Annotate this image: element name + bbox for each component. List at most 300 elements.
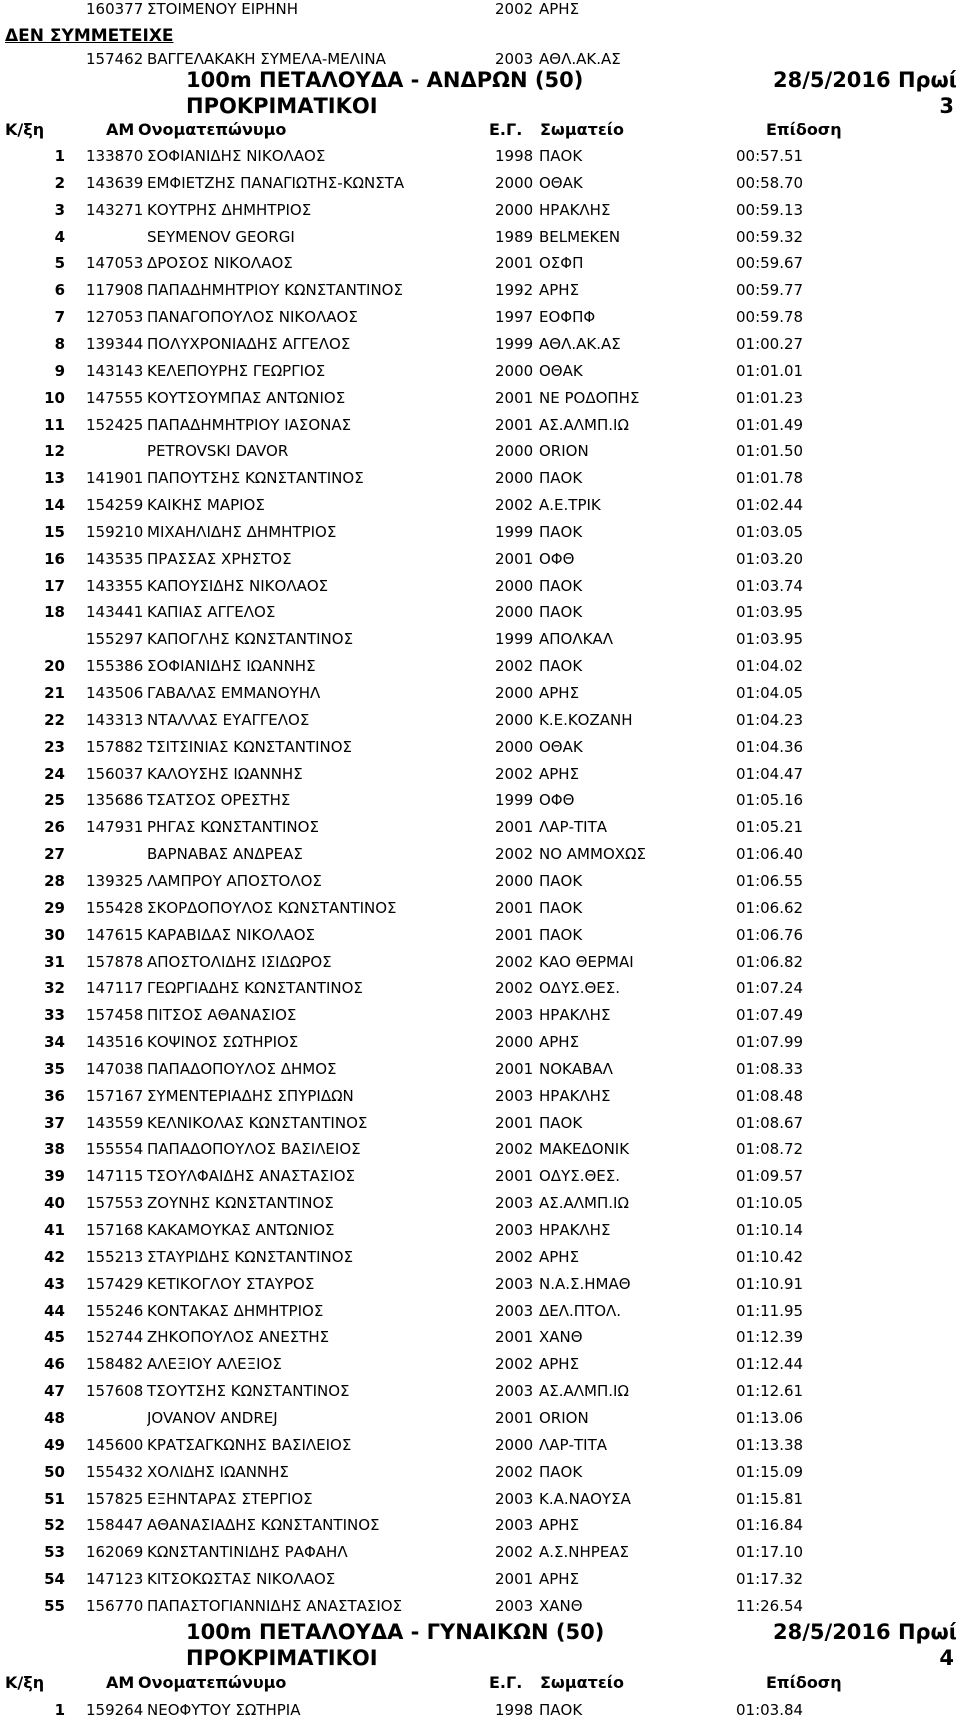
rank-cell: 7 [54,308,65,327]
rank-cell: 43 [44,1274,65,1293]
time-cell: 01:04.47 [736,764,804,783]
birth-year-cell: 2002 [495,845,534,864]
time-cell: 01:15.81 [736,1489,804,1508]
am-cell: 157462 [86,50,144,68]
rank-cell: 22 [44,710,65,729]
athlete-name-cell: ΚΑΠΟΓΛΗΣ ΚΩΝΣΤΑΝΤΙΝΟΣ [147,630,354,649]
time-cell: 01:10.91 [736,1274,804,1293]
rank-cell: 14 [44,496,65,515]
am-cell: 159210 [86,522,144,541]
result-row [0,197,960,223]
time-cell: 01:01.78 [736,469,804,488]
birth-year-cell: 2000 [495,576,534,595]
am-cell: 133870 [86,147,144,165]
time-cell: 00:59.67 [736,254,804,273]
rank-cell: 29 [44,898,65,917]
time-cell: 01:13.06 [736,1408,804,1427]
birth-year-cell: 2000 [495,173,534,192]
athlete-name-cell: ΝΕΟΦΥΤΟΥ ΣΩΤΗΡΙΑ [147,1701,301,1719]
club-cell: ΠΑΟΚ [539,925,583,944]
result-row [0,412,960,438]
event-title: 100m ΠΕΤΑΛΟΥΔΑ - ΓΥΝΑΙΚΩΝ (50) [186,1620,605,1644]
birth-year-cell: 2002 [495,0,534,18]
am-cell: 141901 [86,469,144,488]
club-cell: ΠΑΟΚ [539,871,583,890]
birth-year-cell: 2002 [495,1247,534,1266]
result-row [0,1136,960,1162]
am-cell: 143143 [86,361,144,380]
result-row [0,1486,960,1512]
club-cell: ΑΘΛ.ΑΚ.ΑΣ [539,334,621,353]
time-cell: 01:05.16 [736,791,804,810]
birth-year-cell: 2001 [495,1167,534,1186]
rank-cell: 54 [44,1570,65,1589]
time-cell: 00:57.51 [736,147,804,165]
am-cell: 156037 [86,764,144,783]
result-row [0,465,960,491]
birth-year-cell: 2001 [495,1113,534,1132]
club-cell: ΑΡΗΣ [539,0,580,18]
club-cell: ΑΡΗΣ [539,1570,580,1589]
am-cell: 157553 [86,1194,144,1213]
event-date: 28/5/2016 Πρωί [773,1620,957,1644]
birth-year-cell: 2001 [495,1408,534,1427]
am-cell: 139344 [86,334,144,353]
rank-cell: 16 [44,549,65,568]
result-row [0,1298,960,1324]
athlete-name-cell: ΕΞΗΝΤΑΡΑΣ ΣΤΕΡΓΙΟΣ [147,1489,313,1508]
event-phase: ΠΡΟΚΡΙΜΑΤΙΚΟΙ [186,94,378,118]
rank-cell: 10 [44,388,65,407]
rank-cell: 38 [44,1140,65,1159]
club-cell: ΚΑΟ ΘΕΡΜΑΙ [539,952,634,971]
birth-year-cell: 1992 [495,281,534,300]
time-cell: 01:03.74 [736,576,804,595]
result-row [0,949,960,975]
club-cell: ΗΡΑΚΛΗΣ [539,1086,611,1105]
time-cell: 00:59.78 [736,308,804,327]
club-cell: ΟΦΘ [539,549,575,568]
club-cell: ΑΠΟΛΚΑΛ [539,630,613,649]
rank-cell: 33 [44,1006,65,1025]
birth-year-cell: 2002 [495,1462,534,1481]
result-row [0,1405,960,1431]
club-cell: ΑΡΗΣ [539,684,580,702]
birth-year-cell: 2003 [495,1489,534,1508]
year-header: Ε.Γ. [489,120,523,139]
rank-cell: 1 [54,147,65,165]
club-header: Σωματείο [540,120,624,139]
rank-cell: 4 [54,227,65,246]
time-cell: 01:04.02 [736,657,804,676]
birth-year-cell: 2002 [495,657,534,676]
athlete-name-cell: ΖΗΚΟΠΟΥΛΟΣ ΑΝΕΣΤΗΣ [147,1328,330,1347]
athlete-name-cell: ΣΤΑΥΡΙΔΗΣ ΚΩΝΣΤΑΝΤΙΝΟΣ [147,1247,354,1266]
birth-year-cell: 2001 [495,388,534,407]
time-cell: 01:05.21 [736,818,804,837]
athlete-name-cell: ΧΟΛΙΔΗΣ ΙΩΑΝΝΗΣ [147,1462,289,1481]
am-cell: 157458 [86,1006,144,1025]
result-row [0,0,960,22]
birth-year-cell: 2000 [495,1033,534,1052]
result-row [0,841,960,867]
rank-cell: 24 [44,764,65,783]
result-row [0,1244,960,1270]
club-cell: Ν.Α.Σ.ΗΜΑΘ [539,1274,631,1293]
am-cell: 143535 [86,549,144,568]
time-cell: 01:10.05 [736,1194,804,1213]
athlete-name-cell: ΚΕΛΕΠΟΥΡΗΣ ΓΕΩΡΓΙΟΣ [147,361,326,380]
event-phase-row [0,1643,960,1673]
athlete-name-cell: ΠΙΤΣΟΣ ΑΘΑΝΑΣΙΟΣ [147,1006,297,1025]
club-cell: ΛΑΡ-ΤΙΤΑ [539,1435,607,1454]
am-cell: 152425 [86,415,144,434]
am-cell: 152744 [86,1328,144,1347]
club-cell: ΧΑΝΘ [539,1328,583,1347]
am-header: ΑΜ [106,1673,135,1692]
club-cell: ΟΘΑΚ [539,737,583,756]
birth-year-cell: 2002 [495,764,534,783]
result-row [0,519,960,545]
rank-cell: 6 [54,281,65,300]
result-row [0,680,960,706]
club-cell: ΔΕΛ.ΠΤΟΛ. [539,1301,622,1320]
time-cell: 01:07.99 [736,1033,804,1052]
athlete-name-cell: ΚΑΛΟΥΣΗΣ ΙΩΑΝΝΗΣ [147,764,303,783]
athlete-name-cell: ΣΟΦΙΑΝΙΔΗΣ ΝΙΚΟΛΑΟΣ [147,147,326,165]
am-cell: 158482 [86,1355,144,1374]
time-cell: 01:01.49 [736,415,804,434]
am-cell: 147555 [86,388,144,407]
rank-cell: 8 [54,334,65,353]
result-row [0,358,960,384]
birth-year-cell: 2003 [495,1086,534,1105]
am-cell: 147038 [86,1059,144,1078]
result-row [0,922,960,948]
birth-year-cell: 2001 [495,415,534,434]
result-row [0,1566,960,1592]
birth-year-cell: 2001 [495,254,534,273]
result-row [0,1190,960,1216]
athlete-name-cell: ΚΕΛΝΙΚΟΛΑΣ ΚΩΝΣΤΑΝΤΙΝΟΣ [147,1113,368,1132]
am-cell: 143516 [86,1033,144,1052]
rank-cell: 18 [44,603,65,622]
birth-year-cell: 2000 [495,871,534,890]
time-cell: 01:08.33 [736,1059,804,1078]
birth-year-cell: 2001 [495,1328,534,1347]
athlete-name-cell: ΠΑΠΑΔΗΜΗΤΡΙΟΥ ΚΩΝΣΤΑΝΤΙΝΟΣ [147,281,403,300]
birth-year-cell: 2003 [495,1301,534,1320]
rank-cell: 36 [44,1086,65,1105]
birth-year-cell: 2000 [495,710,534,729]
time-cell: 01:06.40 [736,845,804,864]
rank-cell: 47 [44,1382,65,1401]
club-cell: ΟΔΥΣ.ΘΕΣ. [539,1167,621,1186]
time-cell: 01:04.23 [736,710,804,729]
athlete-name-cell: ΓΕΩΡΓΙΑΔΗΣ ΚΩΝΣΤΑΝΤΙΝΟΣ [147,979,363,998]
athlete-name-cell: ΚΟΥΤΣΟΥΜΠΑΣ ΑΝΤΩΝΙΟΣ [147,388,346,407]
club-cell: ΠΑΟΚ [539,469,583,488]
result-row [0,734,960,760]
rank-cell: 25 [44,791,65,810]
result-row [0,250,960,276]
athlete-name-cell: ΒΑΓΓΕΛΑΚΑΚΗ ΣΥΜΕΛΑ-ΜΕΛΙΝΑ [147,50,386,68]
athlete-name-cell: ΣΟΦΙΑΝΙΔΗΣ ΙΩΑΝΝΗΣ [147,657,316,676]
time-cell: 01:06.76 [736,925,804,944]
birth-year-cell: 2003 [495,1194,534,1213]
time-cell: 01:08.72 [736,1140,804,1159]
club-cell: ΟΣΦΠ [539,254,584,273]
result-row [0,1378,960,1404]
result-row [0,1512,960,1538]
birth-year-cell: 2001 [495,898,534,917]
birth-year-cell: 2002 [495,1543,534,1562]
rank-cell: 28 [44,871,65,890]
result-row [0,1432,960,1458]
result-row [0,599,960,625]
am-cell: 147115 [86,1167,144,1186]
am-cell: 127053 [86,308,144,327]
rank-cell: 46 [44,1355,65,1374]
result-row [0,1083,960,1109]
athlete-name-cell: ΠΑΝΑΓΟΠΟΥΛΟΣ ΝΙΚΟΛΑΟΣ [147,308,358,327]
birth-year-cell: 2002 [495,979,534,998]
result-row [0,1593,960,1619]
am-header: ΑΜ [106,120,135,139]
am-cell: 145600 [86,1435,144,1454]
birth-year-cell: 2000 [495,603,534,622]
am-cell: 158447 [86,1516,144,1535]
club-cell: ΟΦΘ [539,791,575,810]
rank-header: Κ/ξη [5,1673,45,1692]
result-row [0,895,960,921]
rank-cell: 48 [44,1408,65,1427]
birth-year-cell: 2003 [495,1516,534,1535]
athlete-name-cell: ΠΟΛΥΧΡΟΝΙΑΔΗΣ ΑΓΓΕΛΟΣ [147,334,351,353]
birth-year-cell: 2000 [495,361,534,380]
birth-year-cell: 2002 [495,1140,534,1159]
am-cell: 143559 [86,1113,144,1132]
birth-year-cell: 2001 [495,925,534,944]
birth-year-cell: 1999 [495,522,534,541]
performance-header: Επίδοση [766,120,842,139]
birth-year-cell: 1998 [495,1701,534,1719]
athlete-name-cell: ΚΑΡΑΒΙΔΑΣ ΝΙΚΟΛΑΟΣ [147,925,315,944]
club-cell: ΑΣ.ΑΛΜΠ.ΙΩ [539,415,629,434]
birth-year-cell: 2003 [495,50,534,68]
am-cell: 143441 [86,603,144,622]
club-cell: ΗΡΑΚΛΗΣ [539,1006,611,1025]
athlete-name-cell: ΣΤΟΙΜΕΝΟΥ ΕΙΡΗΝΗ [147,0,298,18]
athlete-name-cell: ΚΟΥΤΡΗΣ ΔΗΜΗΤΡΙΟΣ [147,200,312,219]
club-cell: ΛΑΡ-ΤΙΤΑ [539,818,607,837]
time-cell: 01:03.84 [736,1701,804,1719]
result-row [0,438,960,464]
result-row [0,385,960,411]
result-row [0,975,960,1001]
result-row [0,653,960,679]
rank-cell: 50 [44,1462,65,1481]
am-cell: 157882 [86,737,144,756]
club-cell: ΠΑΟΚ [539,1701,583,1719]
am-cell: 139325 [86,871,144,890]
birth-year-cell: 1999 [495,334,534,353]
result-row [0,1056,960,1082]
rank-cell: 45 [44,1328,65,1347]
am-cell: 143355 [86,576,144,595]
birth-year-cell: 2001 [495,818,534,837]
time-cell: 01:03.05 [736,522,804,541]
athlete-name-cell: ΠΑΠΑΣΤΟΓΙΑΝΝΙΔΗΣ ΑΝΑΣΤΑΣΙΟΣ [147,1596,403,1615]
result-row [0,1351,960,1377]
time-cell: 01:03.95 [736,630,804,649]
athlete-name-cell: ΝΤΑΛΛΑΣ ΕΥΑΓΓΕΛΟΣ [147,710,310,729]
not-competed-label: ΔΕΝ ΣΥΜΜΕΤΕΙΧΕ [5,26,174,46]
athlete-name-cell: ΖΟΥΝΗΣ ΚΩΝΣΤΑΝΤΙΝΟΣ [147,1194,334,1213]
time-cell: 11:26.54 [736,1596,804,1615]
athlete-name-cell: ΤΣΟΥΤΣΗΣ ΚΩΝΣΤΑΝΤΙΝΟΣ [147,1382,350,1401]
birth-year-cell: 2001 [495,1570,534,1589]
athlete-name-cell: ΚΑΠΙΑΣ ΑΓΓΕΛΟΣ [147,603,276,622]
rank-cell: 44 [44,1301,65,1320]
am-cell: 157168 [86,1221,144,1239]
club-cell: ΠΑΟΚ [539,522,583,541]
event-number: 4 [939,1646,954,1670]
birth-year-cell: 2002 [495,952,534,971]
club-cell: ΠΑΟΚ [539,576,583,595]
athlete-name-cell: ΣΥΜΕΝΤΕΡΙΑΔΗΣ ΣΠΥΡΙΔΩΝ [147,1086,354,1105]
time-cell: 00:59.13 [736,200,804,219]
club-cell: ΟΘΑΚ [539,361,583,380]
club-cell: ΟΔΥΣ.ΘΕΣ. [539,979,621,998]
birth-year-cell: 1989 [495,227,534,246]
rank-cell: 37 [44,1113,65,1132]
column-header-row [0,1670,960,1696]
time-cell: 01:11.95 [736,1301,804,1320]
rank-cell: 26 [44,818,65,837]
time-cell: 01:03.20 [736,549,804,568]
column-header-row [0,117,960,143]
athlete-name-cell: ΣΚΟΡΔΟΠΟΥΛΟΣ ΚΩΝΣΤΑΝΤΙΝΟΣ [147,898,397,917]
athlete-name-cell: ΛΑΜΠΡΟΥ ΑΠΟΣΤΟΛΟΣ [147,871,322,890]
rank-cell: 34 [44,1033,65,1052]
club-cell: ORION [539,442,589,461]
result-row [0,492,960,518]
rank-cell: 31 [44,952,65,971]
rank-cell: 52 [44,1516,65,1535]
time-cell: 01:12.39 [736,1328,804,1347]
am-cell: 156770 [86,1596,144,1615]
year-header: Ε.Γ. [489,1673,523,1692]
time-cell: 01:00.27 [736,334,804,353]
rank-cell: 1 [54,1701,65,1719]
result-row [0,143,960,169]
am-cell: 147615 [86,925,144,944]
club-cell: ΑΡΗΣ [539,1247,580,1266]
result-row [0,304,960,330]
am-cell: 147123 [86,1570,144,1589]
result-row [0,1217,960,1243]
time-cell: 01:12.61 [736,1382,804,1401]
rank-cell: 12 [44,442,65,461]
am-cell: 147053 [86,254,144,273]
time-cell: 01:04.05 [736,684,804,702]
birth-year-cell: 2000 [495,200,534,219]
birth-year-cell: 2002 [495,496,534,515]
rank-cell: 35 [44,1059,65,1078]
rank-cell: 27 [44,845,65,864]
athlete-name-cell: ΜΙΧΑΗΛΙΔΗΣ ΔΗΜΗΤΡΙΟΣ [147,522,337,541]
am-cell: 143271 [86,200,144,219]
result-row [0,868,960,894]
am-cell: 157167 [86,1086,144,1105]
club-cell: ΑΡΗΣ [539,1355,580,1374]
rank-cell: 51 [44,1489,65,1508]
rank-cell: 23 [44,737,65,756]
athlete-name-cell: ΚΑΚΑΜΟΥΚΑΣ ΑΝΤΩΝΙΟΣ [147,1221,335,1239]
am-cell: 162069 [86,1543,144,1562]
club-cell: BELMEKEN [539,227,621,246]
result-row [0,1002,960,1028]
athlete-name-cell: ΔΡΟΣΟΣ ΝΙΚΟΛΑΟΣ [147,254,293,273]
time-cell: 01:01.01 [736,361,804,380]
time-cell: 01:09.57 [736,1167,804,1186]
time-cell: 01:06.62 [736,898,804,917]
athlete-name-cell: ΕΜΦΙΕΤΖΗΣ ΠΑΝΑΓΙΩΤΗΣ-ΚΩΝΣΤΑ [147,173,405,192]
rank-cell: 49 [44,1435,65,1454]
birth-year-cell: 2001 [495,1059,534,1078]
birth-year-cell: 2002 [495,1355,534,1374]
time-cell: 01:07.49 [736,1006,804,1025]
rank-cell: 20 [44,657,65,676]
result-row [0,707,960,733]
result-row [0,626,960,652]
result-row [0,1029,960,1055]
result-row [0,1539,960,1565]
athlete-name-cell: ΤΣΙΤΣΙΝΙΑΣ ΚΩΝΣΤΑΝΤΙΝΟΣ [147,737,353,756]
club-cell: ΠΑΟΚ [539,1462,583,1481]
club-cell: Α.Ε.ΤΡΙΚ [539,496,601,515]
result-row [0,170,960,196]
time-cell: 01:04.36 [736,737,804,756]
athlete-name-cell: ΚΡΑΤΣΑΓΚΩΝΗΣ ΒΑΣΙΛΕΙΟΣ [147,1435,352,1454]
athlete-name-cell: ΓΑΒΑΛΑΣ ΕΜΜΑΝΟΥΗΛ [147,684,321,702]
am-cell: 143313 [86,710,144,729]
club-cell: ΝΟ ΑΜΜΟΧΩΣ [539,845,646,864]
am-cell: 155428 [86,898,144,917]
athlete-name-cell: ΠΑΠΑΔΟΠΟΥΛΟΣ ΔΗΜΟΣ [147,1059,337,1078]
am-cell: 157608 [86,1382,144,1401]
athlete-name-cell: ΠΡΑΣΣΑΣ ΧΡΗΣΤΟΣ [147,549,292,568]
time-cell: 00:59.32 [736,227,804,246]
rank-cell: 55 [44,1596,65,1615]
result-row [0,573,960,599]
athlete-name-cell: ΚΕΤΙΚΟΓΛΟΥ ΣΤΑΥΡΟΣ [147,1274,315,1293]
birth-year-cell: 1999 [495,791,534,810]
birth-year-cell: 1997 [495,308,534,327]
club-cell: ΝΟΚΑΒΑΛ [539,1059,613,1078]
am-cell: 143639 [86,173,144,192]
club-cell: ORION [539,1408,589,1427]
athlete-name-cell: ΠΑΠΟΥΤΣΗΣ ΚΩΝΣΤΑΝΤΙΝΟΣ [147,469,364,488]
birth-year-cell: 2003 [495,1382,534,1401]
event-phase: ΠΡΟΚΡΙΜΑΤΙΚΟΙ [186,1646,378,1670]
rank-cell: 41 [44,1221,65,1239]
birth-year-cell: 2003 [495,1274,534,1293]
club-cell: ΑΡΗΣ [539,1033,580,1052]
result-row [0,224,960,250]
club-header: Σωματείο [540,1673,624,1692]
